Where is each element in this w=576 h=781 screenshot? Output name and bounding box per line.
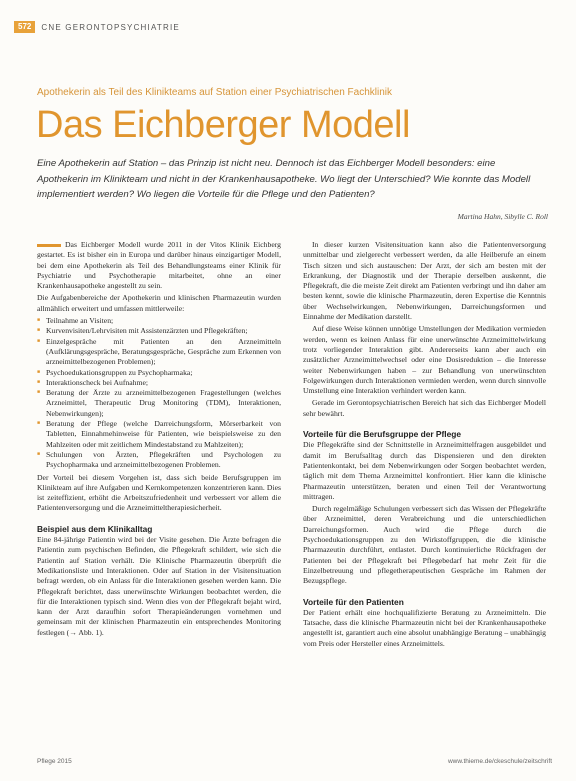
paragraph: Eine 84-jährige Patientin wird bei der Visite gesehen. Die Ärzte befragen die Patientin zum psychischen Befinden, die Pflegekraft schildert, wie sich die Patientin auf Station verhält. Die Klinische Pharmazeutin überprüft die Medikationsliste und Interaktionen. Oder auf Station in der Visitensituation befragt werden, ob ein Anlass für die Interaktionen gesehen werden kann. Die Pflegekraft berichtet, dass unerwünschte Wirkungen beobachtet werden, die für die Interaktionen typisch sind. Wenn dies von der Pflegekraft bejaht wird, kann der Arzt daraufhin sofort Therapieänderungen vornehmen und gemeinsam mit der klinischen Pharmazeutin ein entsprechendes Monitoring festlegen (→ Abb. 1). [37, 535, 281, 637]
page-number: 572 [14, 21, 35, 33]
paragraph: Gerade im Gerontopsychiatrischen Bereich hat sich das Eichberger Modell sehr bewährt. [303, 398, 546, 418]
list-item: ■ Interaktionscheck bei Aufnahme; [37, 378, 281, 388]
footer-journal: Pflege 2015 [37, 758, 72, 765]
article-lead: Eine Apothekerin auf Station – das Prinzip ist nicht neu. Dennoch ist das Eichberger Modell besonders: eine Apothekerin im Klinikteam und nicht in der Krankenhausapotheke. Wo liegt der Unterschied? Wie konnte das Modell implementiert werden? Wo liegen die Vorteile für die Pflege und den Patienten? [37, 158, 531, 200]
subheading-care: Vorteile für die Berufsgruppe der Pflege [303, 429, 462, 440]
subheading-example: Beispiel aus dem Klinikalltag [37, 523, 153, 534]
paragraph: Die Aufgabenbereiche der Apothekerin und klinischen Pharmazeutin wurden allmählich erweitert und umfassen mittlerweile: [37, 293, 281, 313]
article-title: Das Eichberger Modell [36, 104, 410, 146]
text-column-left [37, 240, 281, 640]
text-column-right [303, 240, 546, 651]
article-kicker: Apothekerin als Teil des Klinikteams auf Station einer Psychiatrischen Fachklinik [37, 87, 392, 98]
paragraph: Der Patient erhält eine hochqualifizierte Beratung zu Arzneimitteln. Die Tatsache, dass die klinische Pharmazeutin nicht bei der Krankenhausapotheke angestellt ist, garantiert auch eine absolut unabhängige Beratung – unabhängig vom Preis oder Hersteller eines Arzneimittels. [303, 607, 546, 648]
list-item: ■ Beratung der Pflege (welche Darreichungsform, Mörserbarkeit von Tabletten, Einnahmehinweise für Patienten, wie beispielsweise zu den Mahlzeiten oder mit zeitlichem Mindestabstand zu Mahlzeiten); [37, 419, 281, 450]
paragraph: In dieser kurzen Visitensituation kann also die Patientenversorgung unmittelbar und zielgerecht verbessert werden, da alle Heilberufe an einem Tisch sitzen und sich austauschen: Der Arzt, der sich am besten mit der Erkrankung, der Diagnostik und der Therapie derselben auskennt, die Pflegekraft, die die meiste Zeit direkt am Patienten verbringt und ihn daher am besten kennt, sowie die klinische Pharmazeutin, deren Expertise die Kenntnis über Wechselwirkungen, Nebenwirkungen, Darreichungsformen und Einnahme der Medikation darstellt. [303, 240, 546, 322]
list-item: ■ Teilnahme an Visiten; [37, 316, 281, 326]
list-item: ■ Psychoedukationsgruppen zu Psychopharmaka; [37, 368, 281, 378]
list-item: ■ Beratung der Ärzte zu arzneimittelbezogenen Fragestellungen (welches Arzneimittel, Therapeutic Drug Monitoring (TDM), Interaktionen, Nebenwirkungen); [37, 388, 281, 419]
paragraph: Die Pflegekräfte sind der Schnittstelle in Arzneimittelfragen ausgebildet und damit im Berufsalltag durch das Dispensieren und den direkten Patientenkontakt, bei dem Nebenwirkungen oder Sorgen beobachtet werden, täglich mit dem Thema Arzneimittel konfrontiert. Hier kann die klinische Pharmazeutin unterstützen, beraten und einen Teil der Verantwortung mittragen. [303, 440, 546, 501]
list-item: ■ Schulungen von Ärzten, Pflegekräften und Psychologen zu Psychopharmaka und arzneimittelbezogenen Problemen. [37, 450, 281, 471]
article-authors: Martina Hahn, Sibylle C. Roll [457, 212, 548, 221]
list-item: ■ Kurvenvisiten/Lehrvisiten mit Assistenzärzten und Pflegekräften; [37, 326, 281, 336]
section-label: CNE GERONTOPSYCHIATRIE [41, 22, 180, 32]
footer-url: www.thieme.de/ckeschule/zeitschrift [447, 758, 552, 765]
running-header [14, 21, 180, 33]
section-marker [37, 244, 61, 247]
list-item: ■ Einzelgespräche mit Patienten an den Arzneimitteln (Aufklärungsgespräche, Beratungsgespräche, Gespräche zum Erkennen von arzneimittelbezogenen Problemen); [37, 337, 281, 368]
task-list [37, 316, 281, 470]
paragraph: Durch regelmäßige Schulungen verbessert sich das Wissen der Pflegekräfte über Arzneimittel, deren Verabreichung und die unterschiedlichen Darreichungsformen. Auch wird die Pflege durch die Psychoedukationsgruppen zu den Wirkstoffgruppen, die die klinische Pharmazeutin durchführt, entlastet. Durch kontinuierliche Rückfragen der Patienten bei der Pflegekraft bei Pflegebedarf hat mehr Zeit für die Einzelbetreuung und pflegetherapeutischen Gespräche im Rahmen der Bezugspflege. [303, 504, 546, 586]
paragraph: Das Eichberger Modell wurde 2011 in der Vitos Klinik Eichberg gestartet. Es ist bisher ein in Europa und darüber hinaus einzigartiger Modell, bei dem eine Apothekerin als Teil des Behandlungsteams einer Klinik für Psychiatrie und Psychotherapie mitarbeitet, ohne an einer Krankenhausapotheke angestellt zu sein. [37, 240, 281, 291]
subheading-patients: Vorteile für den Patienten [303, 596, 404, 607]
paragraph: Auf diese Weise können unnötige Umstellungen der Medikation vermieden werden, wenn es keinen Anlass für eine unerwünschte Arzneimittelwirkung trotz vorliegender Interaktion gibt. Andererseits kann aber auch ein zusätzlicher Arzneimittelwechsel oder eine Dosisreduktion – die Interesse weiter Nebenwirkungen haben – zur Behandlung von unerwünschten Folgewirkungen durch Interaktionen vermieden werden, wenn durch sinnvolle Umstellung eine Interaktion verhindert werden kann. [303, 324, 546, 396]
paragraph: Der Vorteil bei diesem Vorgehen ist, dass sich beide Berufsgruppen im Klinikteam auf ihre Aufgaben und Kernkompetenzen konzentrieren kann. Dies ist zeiteffizient, erhöht die Arbeitszufriedenheit und verbessert vor allem die Patientenversorgung und die Arzneimitteltherapiesicherheit. [37, 472, 281, 513]
